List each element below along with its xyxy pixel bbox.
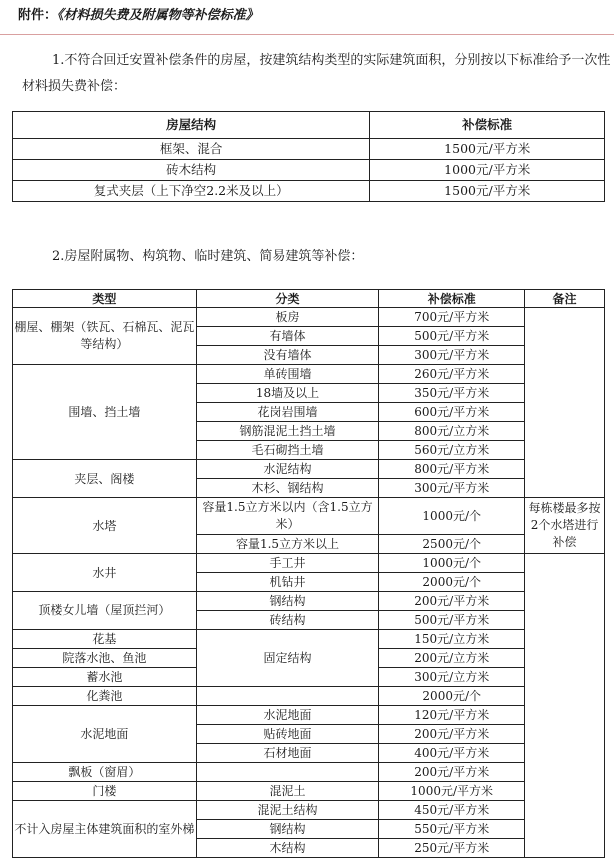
cell-structure: 框架、混合: [13, 139, 370, 160]
standard-cell: 260元/平方米: [379, 365, 525, 384]
header-divider: [0, 34, 614, 35]
category-cell: 水泥结构: [196, 460, 379, 479]
table-row: [13, 630, 605, 649]
table-header-row: [13, 112, 605, 139]
type-cell: 棚屋、棚架（铁瓦、石棉瓦、泥瓦等结构）: [13, 308, 197, 365]
standard-cell: 250元/平方米: [379, 839, 525, 858]
note-cell-empty: [525, 308, 605, 498]
note-cell: 每栋楼最多按2个水塔进行补偿: [525, 498, 605, 554]
category-cell: 钢筋混泥土挡土墙: [196, 422, 379, 441]
standard-cell: 600元/平方米: [379, 403, 525, 422]
type-cell: 夹层、阁楼: [13, 460, 197, 498]
table-row: [13, 139, 605, 160]
category-cell: 手工井: [196, 554, 379, 573]
standard-cell: 300元/平方米: [379, 346, 525, 365]
type-cell: 蓄水池: [13, 668, 197, 687]
standard-cell: 800元/立方米: [379, 422, 525, 441]
category-cell: 贴砖地面: [196, 725, 379, 744]
category-cell: 混泥土: [196, 782, 379, 801]
type-cell: 水塔: [13, 498, 197, 554]
cell-standard: 1000元/平方米: [370, 160, 605, 181]
standard-cell: 1000元/个: [379, 554, 525, 573]
header-standard: 补偿标准: [379, 290, 525, 308]
category-cell: 混泥土结构: [196, 801, 379, 820]
table-row: [13, 365, 605, 384]
category-cell: 固定结构: [196, 630, 379, 687]
cell-standard: 1500元/平方米: [370, 139, 605, 160]
standard-cell: 300元/立方米: [379, 668, 525, 687]
category-cell: 木杉、钢结构: [196, 479, 379, 498]
type-cell: 飘板（窗眉）: [13, 763, 197, 782]
table-row: [13, 763, 605, 782]
standard-cell: 1000元/个: [379, 498, 525, 535]
category-cell: 有墙体: [196, 327, 379, 346]
category-cell: 毛石砌挡土墙: [196, 441, 379, 460]
standard-cell: 700元/平方米: [379, 308, 525, 327]
standard-cell: 200元/平方米: [379, 763, 525, 782]
standard-cell: 450元/平方米: [379, 801, 525, 820]
table-row: [13, 160, 605, 181]
category-cell: 砖结构: [196, 611, 379, 630]
category-cell: 钢结构: [196, 820, 379, 839]
standard-cell: 200元/平方米: [379, 725, 525, 744]
standard-cell: 1000元/平方米: [379, 782, 525, 801]
header-note: 备注: [525, 290, 605, 308]
type-cell: 门楼: [13, 782, 197, 801]
table-row: [13, 687, 605, 706]
category-cell: 木结构: [196, 839, 379, 858]
category-cell: 容量1.5立方米以上: [196, 535, 379, 554]
standard-cell: 550元/平方米: [379, 820, 525, 839]
cell-structure: 复式夹层（上下净空2.2米及以上）: [13, 181, 370, 202]
standard-cell: 300元/平方米: [379, 479, 525, 498]
standard-cell: 800元/平方米: [379, 460, 525, 479]
attachments-table: [12, 289, 605, 858]
header-type: 类型: [13, 290, 197, 308]
category-cell: 钢结构: [196, 592, 379, 611]
standard-cell: 560元/立方米: [379, 441, 525, 460]
table-header-row: [13, 290, 605, 308]
header-category: 分类: [196, 290, 379, 308]
standard-cell: 120元/平方米: [379, 706, 525, 725]
type-cell: 顶楼女儿墙（屋顶拦河）: [13, 592, 197, 630]
category-cell: 板房: [196, 308, 379, 327]
standard-cell: 200元/立方米: [379, 649, 525, 668]
type-cell: 水井: [13, 554, 197, 592]
category-cell: 没有墙体: [196, 346, 379, 365]
category-cell: 容量1.5立方米以内（含1.5立方米）: [196, 498, 379, 535]
header-standard: 补偿标准: [370, 112, 605, 139]
standard-cell: 2000元/个: [379, 687, 525, 706]
type-cell: 围墙、挡土墙: [13, 365, 197, 460]
title-book-name: 《材料损失费及附属物等补偿标准》: [57, 8, 259, 23]
category-cell: 机钻井: [196, 573, 379, 592]
standard-cell: 400元/平方米: [379, 744, 525, 763]
table-row: [13, 460, 605, 479]
category-cell: 花岗岩围墙: [196, 403, 379, 422]
cell-structure: 砖木结构: [13, 160, 370, 181]
standard-cell: 150元/立方米: [379, 630, 525, 649]
header-structure: 房屋结构: [13, 112, 370, 139]
standard-cell: 200元/平方米: [379, 592, 525, 611]
table-row: [13, 181, 605, 202]
standard-cell: 350元/平方米: [379, 384, 525, 403]
category-cell: 石材地面: [196, 744, 379, 763]
table-row: [13, 554, 605, 573]
table-row: [13, 498, 605, 535]
standard-cell: 500元/平方米: [379, 611, 525, 630]
table-row: [13, 706, 605, 725]
table-row: [13, 308, 605, 327]
table-row: [13, 801, 605, 820]
type-cell: 院落水池、鱼池: [13, 649, 197, 668]
category-cell: 水泥地面: [196, 706, 379, 725]
section-1-text: 1.不符合回迁安置补偿条件的房屋，按建筑结构类型的实际建筑面积，分别按以下标准给予一次性材料损失费补偿：: [22, 53, 611, 94]
note-cell-empty: [525, 554, 605, 858]
section-2-text: 2.房屋附属物、构筑物、临时建筑、简易建筑等补偿：: [52, 249, 364, 264]
category-cell-empty: [196, 687, 379, 706]
table-row: [13, 782, 605, 801]
document-title: [18, 4, 259, 23]
category-cell-empty: [196, 763, 379, 782]
standard-cell: 2500元/个: [379, 535, 525, 554]
table-row: [13, 592, 605, 611]
type-cell: 不计入房屋主体建筑面积的室外梯: [13, 801, 197, 858]
cell-standard: 1500元/平方米: [370, 181, 605, 202]
standard-cell: 2000元/个: [379, 573, 525, 592]
type-cell: 化粪池: [13, 687, 197, 706]
category-cell: 18墙及以上: [196, 384, 379, 403]
type-cell: 花基: [13, 630, 197, 649]
title-prefix: 附件：: [18, 8, 58, 23]
type-cell: 水泥地面: [13, 706, 197, 763]
category-cell: 单砖围墙: [196, 365, 379, 384]
house-structure-table: [12, 111, 605, 202]
standard-cell: 500元/平方米: [379, 327, 525, 346]
